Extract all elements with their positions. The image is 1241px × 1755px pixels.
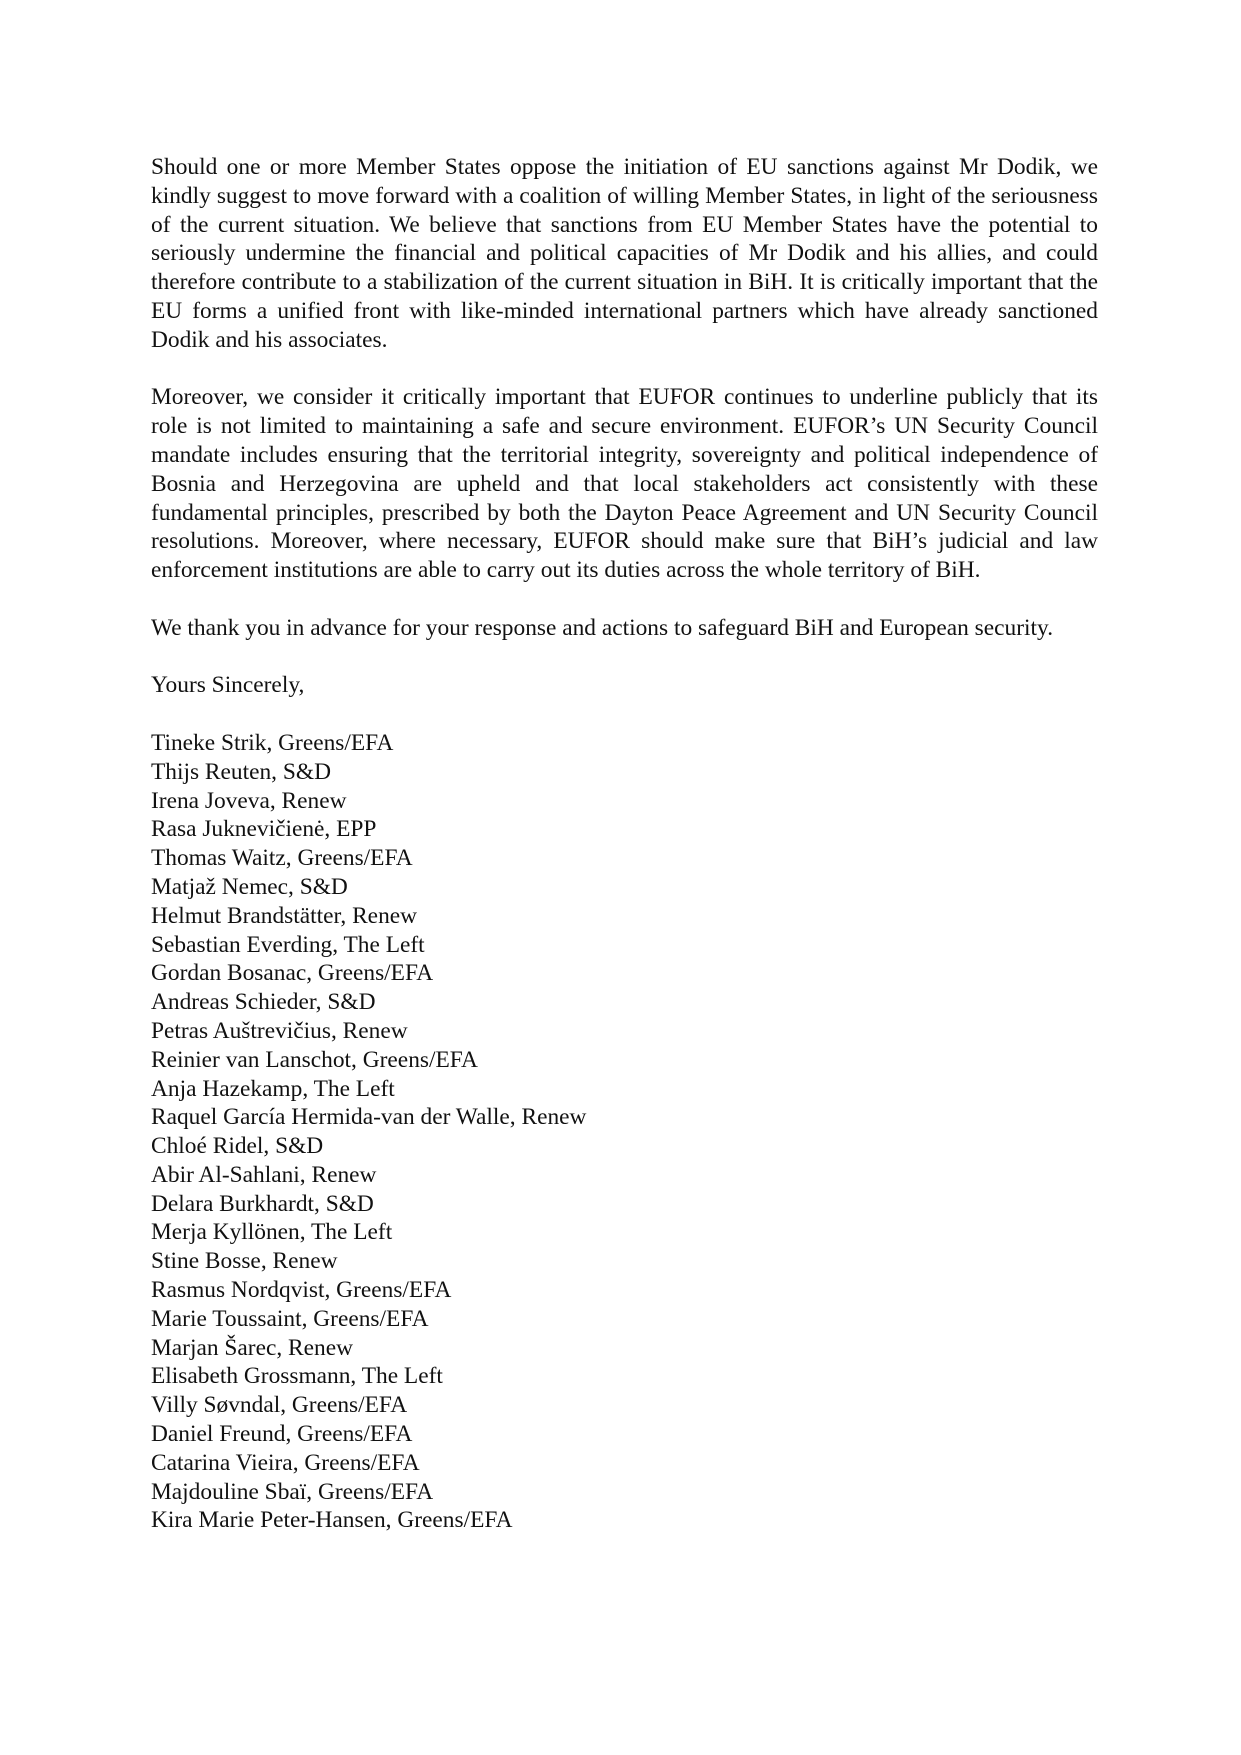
signatory: Sebastian Everding, The Left	[151, 931, 425, 958]
signatory: Catarina Vieira, Greens/EFA	[151, 1449, 420, 1476]
signatory: Irena Joveva, Renew	[151, 787, 347, 814]
signatory: Kira Marie Peter-Hansen, Greens/EFA	[151, 1507, 513, 1534]
paragraph-eufor: Moreover, we consider it critically important that EUFOR continues to underline publicly that its role is not limited to maintaining a safe and secure environment. EUFOR’s UN Security Council mandate includes ensuring that the territorial integrity, sovereignty and political independence of Bosnia and Herzegovina are upheld and that local stakeholders act consistently with these fundamental principles, prescribed by both the Dayton Peace Agreement and UN Security Council resolutions. Moreover, where necessary, EUFOR should make sure that BiH’s judicial and law enforcement institutions are able to carry out its duties across the whole territory of BiH.	[151, 384, 1098, 584]
signatory: Villy Søvndal, Greens/EFA	[151, 1392, 408, 1419]
signatory: Thomas Waitz, Greens/EFA	[151, 845, 413, 872]
signatory: Andreas Schieder, S&D	[151, 989, 376, 1016]
signatory: Daniel Freund, Greens/EFA	[151, 1421, 413, 1448]
signatory: Matjaž Nemec, S&D	[151, 873, 348, 900]
signatory: Abir Al-Sahlani, Renew	[151, 1161, 377, 1188]
signatory-list	[151, 729, 1098, 1535]
signatory: Rasa Juknevičienė, EPP	[151, 816, 377, 843]
signatory: Anja Hazekamp, The Left	[151, 1075, 395, 1102]
signatory: Chloé Ridel, S&D	[151, 1133, 324, 1160]
signatory: Raquel García Hermida-van der Walle, Renew	[151, 1104, 587, 1131]
signatory: Stine Bosse, Renew	[151, 1248, 338, 1275]
signatory: Marie Toussaint, Greens/EFA	[151, 1305, 429, 1332]
signatory: Gordan Bosanac, Greens/EFA	[151, 960, 434, 987]
signatory: Helmut Brandstätter, Renew	[151, 902, 418, 929]
signatory: Thijs Reuten, S&D	[151, 758, 331, 785]
closing-salutation: Yours Sincerely,	[151, 672, 305, 699]
signatory: Delara Burkhardt, S&D	[151, 1190, 374, 1217]
signatory: Merja Kyllönen, The Left	[151, 1219, 393, 1246]
signatory: Elisabeth Grossmann, The Left	[151, 1363, 443, 1390]
letter-body	[151, 153, 1098, 1535]
signatory: Marjan Šarec, Renew	[151, 1334, 353, 1361]
signatory: Rasmus Nordqvist, Greens/EFA	[151, 1277, 452, 1304]
paragraph-sanctions: Should one or more Member States oppose the initiation of EU sanctions against Mr Dodik, we kindly suggest to move forward with a coalition of willing Member States, in light of the seriousness of the current situation. We believe that sanctions from EU Member States have the potential to seriously undermine the financial and political capacities of Mr Dodik and his allies, and could therefore contribute to a stabilization of the current situation in BiH. It is critically important that the EU forms a unified front with like-minded international partners which have already sanctioned Dodik and his associates.	[151, 154, 1098, 353]
signatory: Reinier van Lanschot, Greens/EFA	[151, 1046, 478, 1073]
signatory: Petras Auštrevičius, Renew	[151, 1017, 408, 1044]
signatory: Tineke Strik, Greens/EFA	[151, 729, 394, 756]
paragraph-thanks: We thank you in advance for your response and actions to safeguard BiH and European security.	[151, 614, 1054, 641]
signatory: Majdouline Sbaï, Greens/EFA	[151, 1478, 434, 1505]
